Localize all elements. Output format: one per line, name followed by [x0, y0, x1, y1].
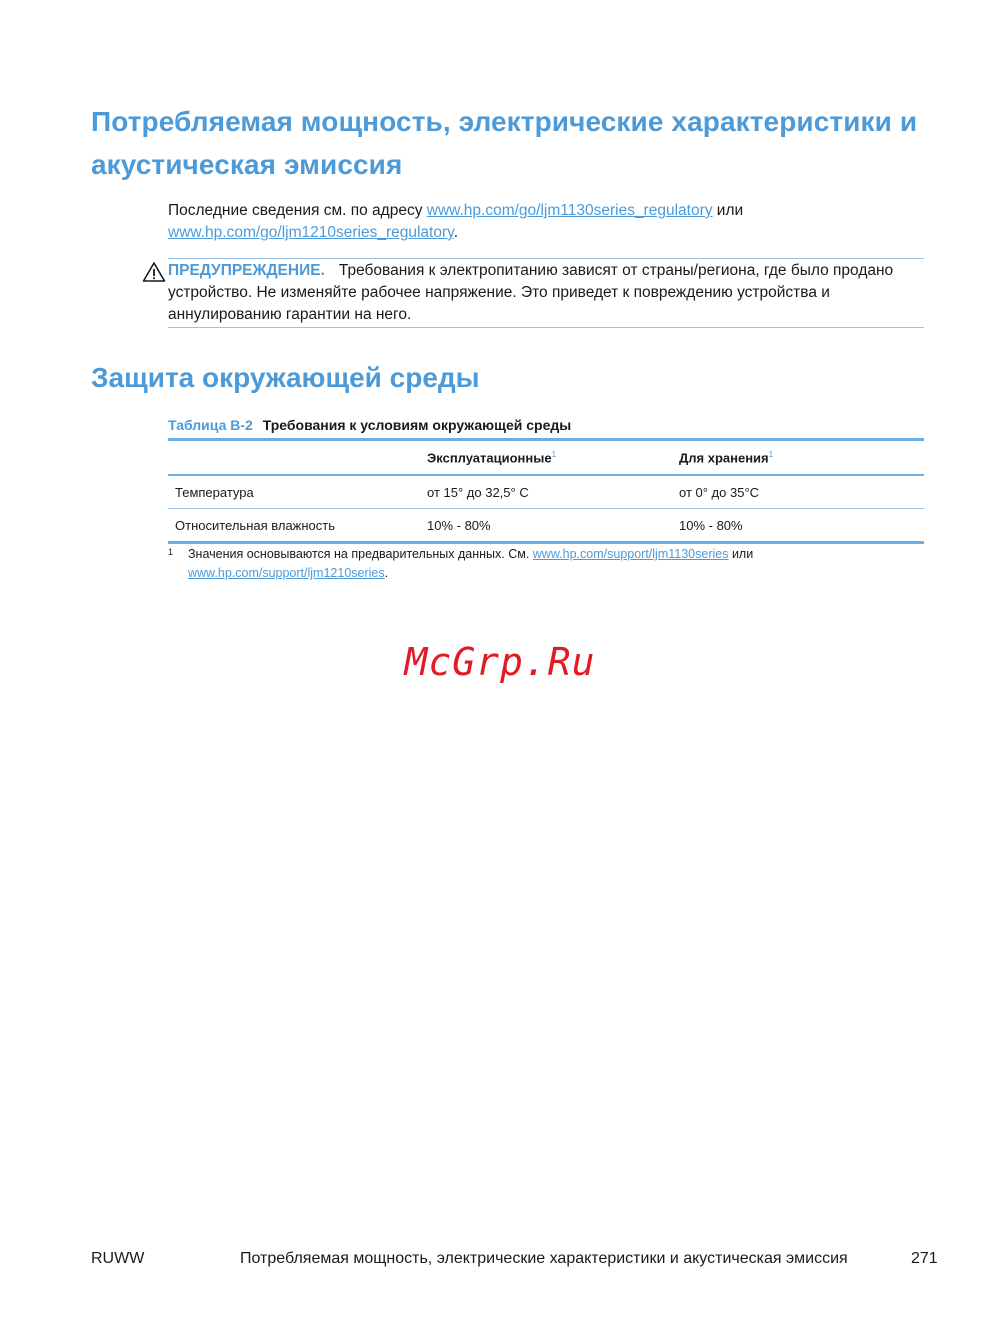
warning-label: ПРЕДУПРЕЖДЕНИЕ.: [168, 262, 325, 279]
intro-end: .: [453, 224, 459, 241]
row-temperature-operating: от 15° до 32,5° C: [427, 484, 529, 500]
header-cell-operating: [420, 440, 672, 476]
header-storage-label: Для хранения: [679, 450, 769, 466]
header-cell-storage: [672, 440, 924, 476]
table-row: [168, 509, 924, 543]
table-header-row: [168, 440, 924, 476]
intro-text: Последние сведения см. по адресу: [168, 202, 427, 219]
footer-section-title: Потребляемая мощность, электрические характеристики и акустическая эмиссия: [240, 1250, 848, 1267]
table-number: Таблица B-2: [168, 417, 253, 433]
table-row: [168, 475, 924, 509]
row-humidity-operating: 10% - 80%: [427, 517, 491, 533]
regulatory-link-1130[interactable]: www.hp.com/go/ljm1130series_regulatory: [426, 202, 713, 219]
footnote-or: или: [728, 547, 754, 561]
row-humidity-label: Относительная влажность: [175, 517, 336, 533]
footnote-text: [188, 545, 924, 583]
header-cell-empty: [168, 440, 420, 476]
environment-table: [168, 438, 924, 544]
table-footnote: [168, 545, 924, 583]
table-caption: [168, 415, 928, 435]
support-link-1210[interactable]: www.hp.com/support/ljm1210series: [188, 566, 385, 580]
intro-or: или: [712, 202, 744, 219]
section-title-environment: Защита окружающей среды: [91, 362, 480, 393]
footnote-end: .: [384, 566, 389, 580]
warning-text: Требования к электропитанию зависят от страны/региона, где было продано устройство. Не изменяйте рабочее напряжение. Это приведет к повреждению устройства и аннулированию гарантии на него.: [168, 262, 894, 323]
support-link-1130[interactable]: www.hp.com/support/ljm1130series: [532, 547, 729, 561]
footer-locale: RUWW: [91, 1250, 145, 1267]
header-operating-footnote: 1: [551, 449, 557, 459]
regulatory-link-1210[interactable]: www.hp.com/go/ljm1210series_regulatory: [168, 224, 454, 241]
footnote-mark: 1: [168, 547, 174, 557]
warning-block: [168, 258, 924, 328]
row-temperature-storage: от 0° до 35°C: [679, 484, 760, 500]
footer-page-number: 271: [911, 1250, 938, 1267]
warning-icon: [142, 261, 166, 283]
section-title-power: Потребляемая мощность, электрические характеристики и акустическая эмиссия: [91, 106, 918, 180]
row-temperature-label: Температура: [175, 484, 254, 500]
footnote-prefix: Значения основываются на предварительных данных. См.: [188, 547, 533, 561]
intro-paragraph: [168, 200, 928, 244]
header-operating-label: Эксплуатационные: [427, 450, 552, 466]
watermark-logo: McGrp.Ru: [404, 640, 596, 684]
row-humidity-storage: 10% - 80%: [679, 517, 743, 533]
header-storage-footnote: 1: [768, 449, 774, 459]
table-title: Требования к условиям окружающей среды: [262, 417, 572, 433]
